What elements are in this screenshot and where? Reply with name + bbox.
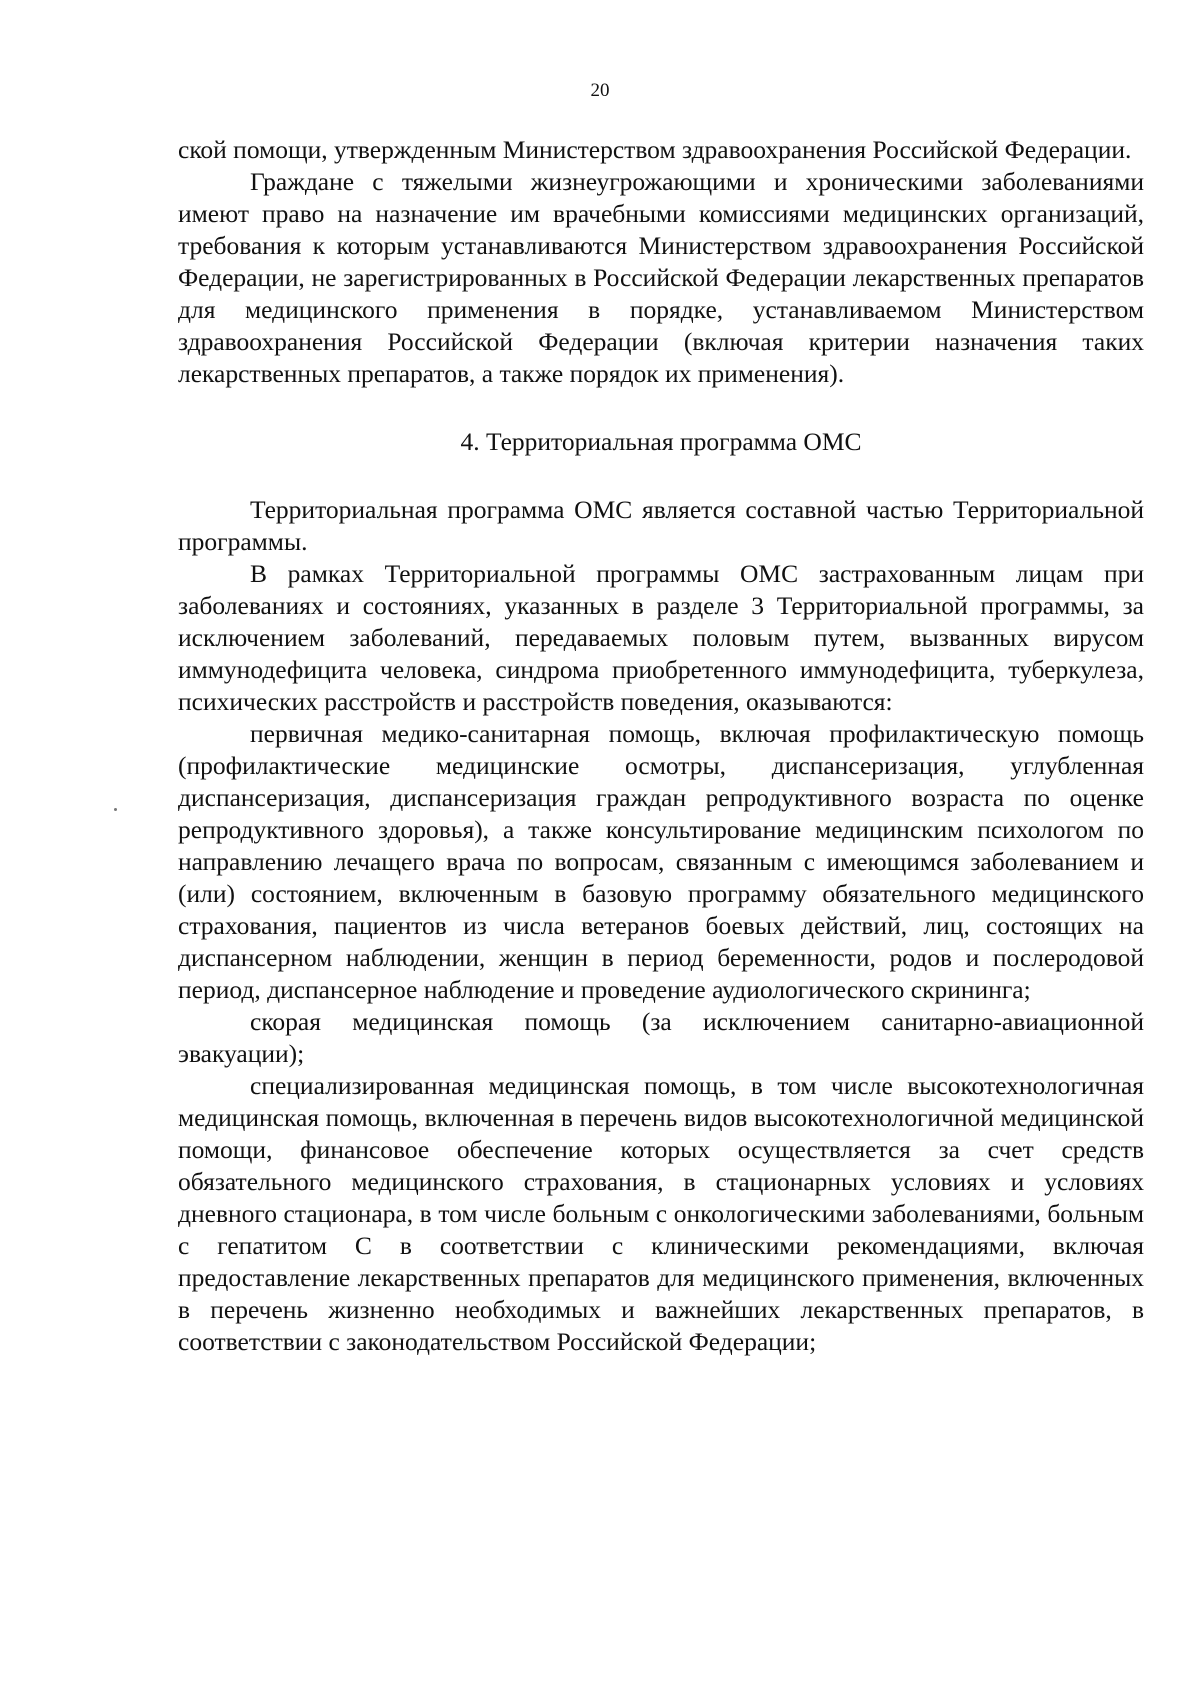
paragraph-unregistered-drugs: Граждане с тяжелыми жизнеугрожающими и хроническими заболеваниями имеют право на назначение им врачебными комиссиями медицинских организаций, требования к которым устанавливаются Министерством здравоохранения Российской Федерации, не зарегистрированных в Российской Федерации лекарственных препаратов для медицинского применения в порядке, устанавливаемом Министерством здравоохранения Российской Федерации (включая критерии назначения таких лекарственных препаратов, а также порядок их применения). (178, 167, 1144, 388)
paragraph-specialized-care: специализированная медицинская помощь, в том числе высокотехнологичная медицинская помощь, включенная в перечень видов высокотехнологичной медицинской помощи, финансовое обеспечение которых осуществляется за счет средств обязательного медицинского страхования, в стационарных условиях и условиях дневного стационара, в том числе больным с онкологическими заболеваниями, больным с гепатитом С в соответствии с клиническими рекомендациями, включая предоставление лекарственных препаратов для медицинского применения, включенных в перечень жизненно необходимых и важнейших лекарственных препаратов, в соответствии с законодательством Российской Федерации; (178, 1071, 1144, 1356)
paragraph-program-definition: Территориальная программа ОМС является составной частью Территориальной программы. (178, 495, 1144, 556)
section-heading: 4. Территориальная программа ОМС (460, 427, 862, 456)
paragraph-emergency-care: скорая медицинская помощь (за исключением санитарно-авиационной эвакуации); (178, 1007, 1144, 1068)
paragraph-oms-scope: В рамках Территориальной программы ОМС застрахованным лицам при заболеваниях и состояниях, указанных в разделе 3 Территориальной программы, за исключением заболеваний, передаваемых половым путем, вызванных вирусом иммунодефицита человека, синдрома приобретенного иммунодефицита, туберкулеза, психических расстройств и расстройств поведения, оказываются: (178, 559, 1144, 716)
paragraph-primary-care: первичная медико-санитарная помощь, включая профилактическую помощь (профилактические медицинские осмотры, диспансеризация, углубленная диспансеризация, диспансеризация граждан репродуктивного возраста по оценке репродуктивного здоровья), а также консультирование медицинским психологом по направлению лечащего врача по вопросам, связанным с имеющимся заболеванием и (или) состоянием, включенным в базовую программу обязательного медицинского страхования, пациентов из числа ветеранов боевых действий, лиц, состоящих на диспансерном наблюдении, женщин в период беременности, родов и послеродовой период, диспансерное наблюдение и проведение аудиологического скрининга; (178, 719, 1144, 1004)
page-number: 20 (590, 80, 610, 101)
scan-artifact-dot (114, 808, 117, 811)
document-body (178, 134, 1144, 1358)
paragraph-continuation: ской помощи, утвержденным Министерством здравоохранения Российской Федерации. (178, 135, 1132, 164)
